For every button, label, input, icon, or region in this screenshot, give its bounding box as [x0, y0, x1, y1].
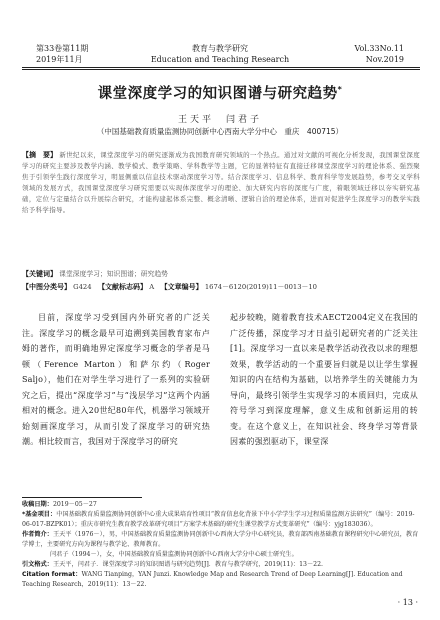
clc-label: 【中图分类号】 [22, 283, 71, 291]
author-bio: 作者简介：王天平（1976－），男，中国基础教育质量监测协同创新中心西南大学分中心研究员，教育部西南基础教育课程研究中心研究员，教育学博士，主要研究方向为课程与教学论、教师教育。 [22, 531, 419, 548]
abstract-label: 【摘 要】 [22, 151, 58, 159]
header-rule [22, 67, 420, 68]
header-volume: 第33卷第11期 [36, 44, 89, 53]
keywords-label: 【关键词】 [22, 270, 57, 278]
body-column-right: 起步较晚，随着教育技术AECT2004定义在我国的广泛传播，深度学习才日益引起研究者的广泛关注[1]。深度学习一直以来是教学活动孜孜以求的理想效果，教学活动的一个重要旨归就是以让学生掌握知识的内在结构为基础，以培养学生的关键能力为导向，最终引领学生实现学习的本质回归，完成从符号学习到深度理解，意义生成和创新运用的转变。在这个意义上，在知识社会、终身学习等背景因素的强烈驱动下，课堂深 [230, 313, 418, 446]
classification-line [22, 282, 420, 293]
clc-code: G424 [73, 283, 92, 291]
cite-en: Citation format：WANG Tianping，YAN Junzi. Knowledge Map and Research Trend of Deep Learning[J]. Education and Teaching Research，2019(11)：13－22. [22, 571, 403, 588]
author-bio-2: 闫君子（1994－），女，中国基础教育质量监测协同创新中心西南大学分中心硕士研究生。 [50, 551, 298, 558]
article-authors: 王天平 闫君子 [177, 115, 262, 125]
received-date: 收稿日期：2019－05－27 [22, 501, 97, 508]
header-date-en: Nov.2019 [365, 55, 404, 64]
abstract [22, 150, 420, 216]
keywords-text: 课堂深度学习；知识图谱；研究趋势 [59, 270, 168, 278]
header-rule-thin [22, 69, 420, 70]
header-volume-en: Vol.33No.11 [354, 44, 404, 53]
footnotes [22, 500, 420, 590]
footnote-rule [22, 497, 142, 498]
doc-code-label: 【文献标志码】 [98, 283, 148, 291]
header-date: 2019年11月 [36, 55, 83, 64]
article-id: 1674－6120(2019)11－0013－10 [204, 283, 317, 291]
doc-code: A [149, 283, 155, 291]
header-journal-en: Education and Teaching Research [150, 55, 290, 64]
fund-note: *基金项目：中国基础教育质量监测协同创新中心重大成果培育性项目“教育信息化背景下中小学学生学习过程质量监测方法研究”（编号：2019-06-017-BZPK01）；重庆市研究生教育教学改革研究项目“方案学术基础的研究生课堂教学方式变革研究”（编号：yjg183036）。 [22, 511, 415, 528]
author-affiliation: （中国基础教育质量监测协同创新中心西南大学分中心 重庆 400715） [96, 127, 344, 136]
title-footnote-mark: * [337, 85, 343, 95]
article-title: 课堂深度学习的知识图谱与研究趋势* [97, 85, 343, 102]
header-journal-cn: 教育与教学研究 [192, 44, 248, 53]
cite-cn: 引文格式：王天平，闫君子．课堂深度学习的知识图谱与研究趋势[J]．教育与教学研究，2019(11)：13－22. [22, 561, 323, 568]
keywords [22, 269, 420, 280]
body-column-left: 目前，深度学习受到国内外研究者的广泛关注。深度学习的概念最早可追溯到美国教育家布卢姆的著作，而明确地界定深度学习概念的学者是马顿（Ference Marton）和萨尔约（Roger Saljo），他们在对学生学习进行了一系列的实验研究之后，提出“深度学习”与“浅层学习”这两个内涵相对的概念。进入20世纪80年代，机器学习领域开始刻画深度学习，从而引发了深度学习的研究热潮。相比较而言，我国对于深度学习的研究 [22, 313, 210, 446]
article-id-label: 【文章编号】 [160, 283, 203, 291]
abstract-text: 新世纪以来，课堂深度学习的研究逐渐成为我国教育研究领域的一个热点。通过对文献的可视化分析发现，我国课堂深度学习的研究主要涉及教学内涵、教学模式、教学策略、学科教学等主题，它的显著特征有直接迁移课堂深度学习的理论体系、强烈聚焦于引领学生践行深度学习，明显侧重以信息技术驱动深度学习等。结合深度学习、信息科学、教育科学等发展趋势，参考交叉学科领域的发展方式，我国课堂深度学习研究需要以实现体深度学习的理论、加大研究内容的深度与广度，着眼领域迁移以夯实研究基础，定位与定量结合以升展综合研究，才能构建起体系完整、概念清晰、逻辑自洽的理论体系，进而对促进学生深度学习的教学实践给予科学指导。 [22, 151, 421, 214]
page-number: · 13 · [397, 598, 418, 607]
